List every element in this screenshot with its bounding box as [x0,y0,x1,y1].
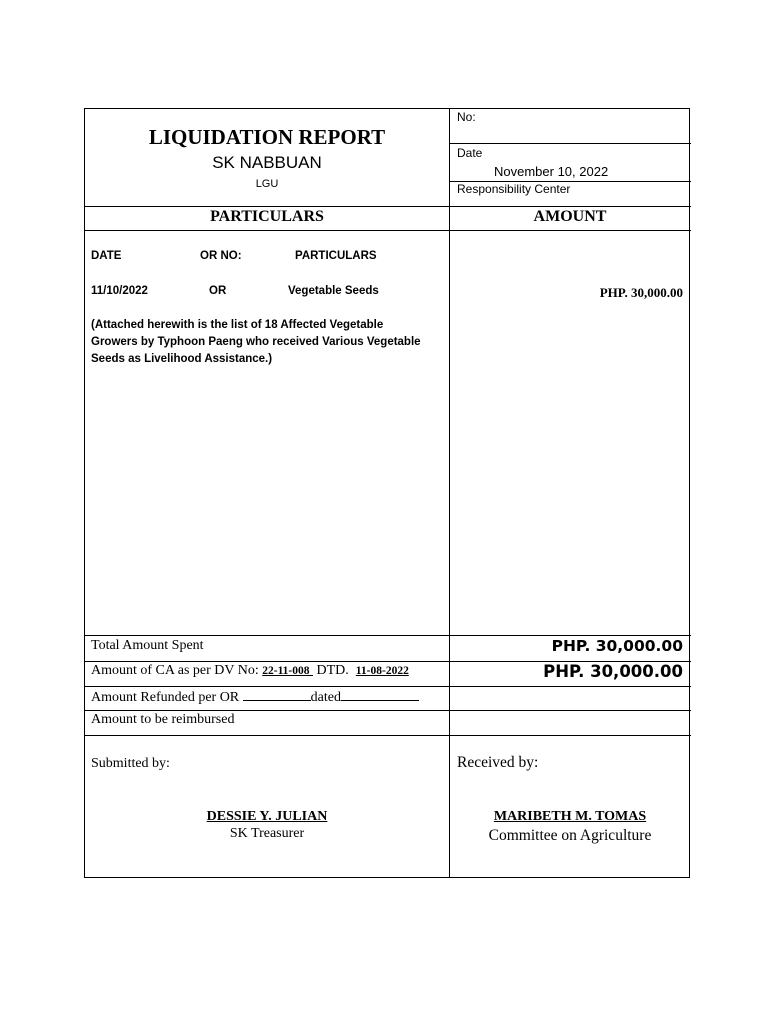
cash-advance-row [91,663,409,679]
divider-total [85,635,691,636]
submitted-by-name: DESSIE Y. JULIAN [206,809,328,824]
details-row-or-no: OR [209,285,227,297]
entity-name: SK NABBUAN [212,153,322,172]
no-label: No: [457,110,476,124]
divider-refund [85,686,691,687]
date-label: Date [457,146,483,160]
details-col-or-no: OR NO: [200,250,242,262]
details-row-amount: PHP. 30,000.00 [599,285,683,300]
cash-advance-label: Amount of CA as per DV No: [91,663,259,678]
details-note-line-1: (Attached herewith is the list of 18 Affected Vegetable [91,319,384,331]
refund-label: Amount Refunded per OR [91,690,240,705]
particulars-header: PARTICULARS [210,208,324,225]
date-value: November 10, 2022 [494,164,609,179]
details-col-date: DATE [91,250,122,262]
refund-row [91,688,419,706]
refund-dated-label: dated [310,690,341,705]
details-note-line-3: Seeds as Livelihood Assistance.) [91,353,273,365]
received-by-label: Received by: [457,754,539,771]
divider-no [449,143,691,144]
dtd-label: DTD. [316,663,349,678]
submitted-by-title: SK Treasurer [229,826,305,841]
divider-signatures [85,735,691,736]
details-note-line-2: Growers by Typhoon Paeng who received Various Vegetable [91,336,421,348]
responsibility-center-label: Responsibility Center [457,182,571,196]
details-row-particulars: Vegetable Seeds [288,285,379,297]
dv-number: 22-11-008 [262,665,310,677]
reimburse-label: Amount to be reimbursed [91,712,235,727]
details-row-date: 11/10/2022 [91,285,148,297]
details-col-particulars: PARTICULARS [295,250,377,262]
liquidation-report-form [84,108,690,878]
total-spent-value: PHP. 30,000.00 [551,637,683,655]
total-spent-label: Total Amount Spent [91,638,204,653]
divider-column-headers [85,230,691,231]
divider-reimburse [85,710,691,711]
amount-header: AMOUNT [533,208,607,225]
dtd-value: 11-08-2022 [355,665,409,677]
received-by-name: MARIBETH M. TOMAS [493,809,647,824]
refund-or-blank [243,688,311,701]
submitted-by-label: Submitted by: [91,756,170,771]
cash-advance-value: PHP. 30,000.00 [543,662,683,681]
divider-header [85,206,691,207]
lgu-label: LGU [255,178,279,190]
refund-date-blank [341,688,419,701]
received-by-title: Committee on Agriculture [488,827,652,844]
report-title: LIQUIDATION REPORT [148,125,386,149]
